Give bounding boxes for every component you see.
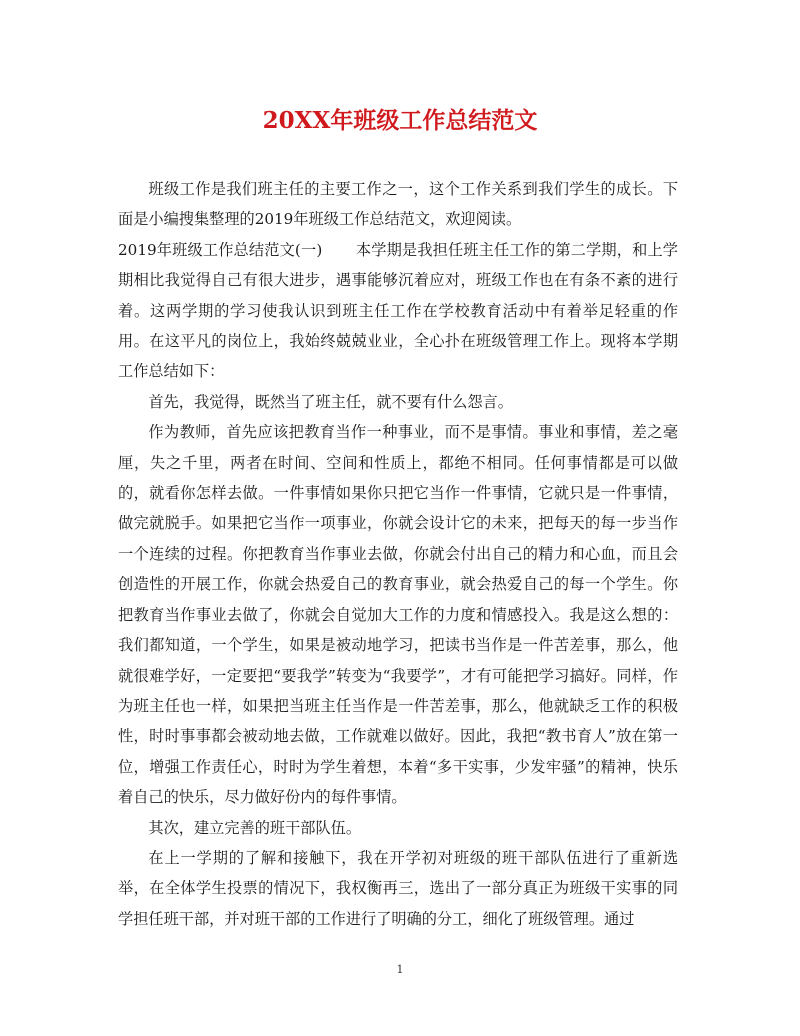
intro-paragraph: 班级工作是我们班主任的主要工作之一，这个工作关系到我们学生的成长。下面是小编搜集整理的2019年班级工作总结范文，欢迎阅读。 <box>118 180 678 229</box>
paragraph-two: 在上一学期的了解和接触下，我在开学初对班级的班干部队伍进行了重新选举，在全体学生投票的情况下，我权衡再三，选出了一部分真正为班级干实事的同学担任班干部，并对班干部的工作进行了明确的分工，细化了班级管理。通过 <box>118 848 678 928</box>
document-body <box>118 174 678 934</box>
document-title: 20XX年班级工作总结范文 <box>262 107 538 134</box>
section-lead: 本学期是我担任班主任工作的第二学期，和上学期相比我觉得自己有很大进步，遇事能够沉着应对，班级工作也在有条不紊的进行着。这两学期的学习使我认识到班主任工作在学校教育活动中有着举足轻重的作用。在这平凡的岗位上，我始终兢兢业业，全心扑在班级管理工作上。现将本学期工作总结如下： <box>118 240 678 381</box>
paragraph-one: 作为教师，首先应该把教育当作一种事业，而不是事情。事业和事情，差之毫厘，失之千里，两者在时间、空间和性质上，都绝不相同。任何事情都是可以做的，就看你怎样去做。一件事情如果你只把它当作一件事情，它就只是一件事情，做完就脱手。如果把它当作一项事业，你就会设计它的未来，把每天的每一步当作一个连续的过程。你把教育当作事业去做，你就会付出自己的精力和心血，而且会创造性的开展工作，你就会热爱自己的教育事业，就会热爱自己的每一个学生。你把教育当作事业去做了，你就会自觉加大工作的力度和情感投入。我是这么想的：我们都知道，一个学生，如果是被动地学习，把读书当作是一件苦差事，那么，他就很难学好，一定要把“要我学”转变为“我要学”，才有可能把学习搞好。同样，作为班主任也一样，如果把当班主任当作是一件苦差事，那么，他就缺乏工作的积极性，时时事事都会被动地去做，工作就难以做好。因此，我把“教书育人”放在第一位，增强工作责任心，时时为学生着想，本着“多干实事，少发牢骚”的精神，快乐着自己的快乐，尽力做好份内的每件事情。 <box>118 423 678 807</box>
section-heading: 2019年班级工作总结范文(一) <box>118 240 323 259</box>
point-one: 首先，我觉得，既然当了班主任，就不要有什么怨言。 <box>148 392 513 411</box>
page-number: 1 <box>396 963 404 976</box>
point-two: 其次，建立完善的班干部队伍。 <box>148 818 362 837</box>
section-paragraph <box>118 235 678 387</box>
